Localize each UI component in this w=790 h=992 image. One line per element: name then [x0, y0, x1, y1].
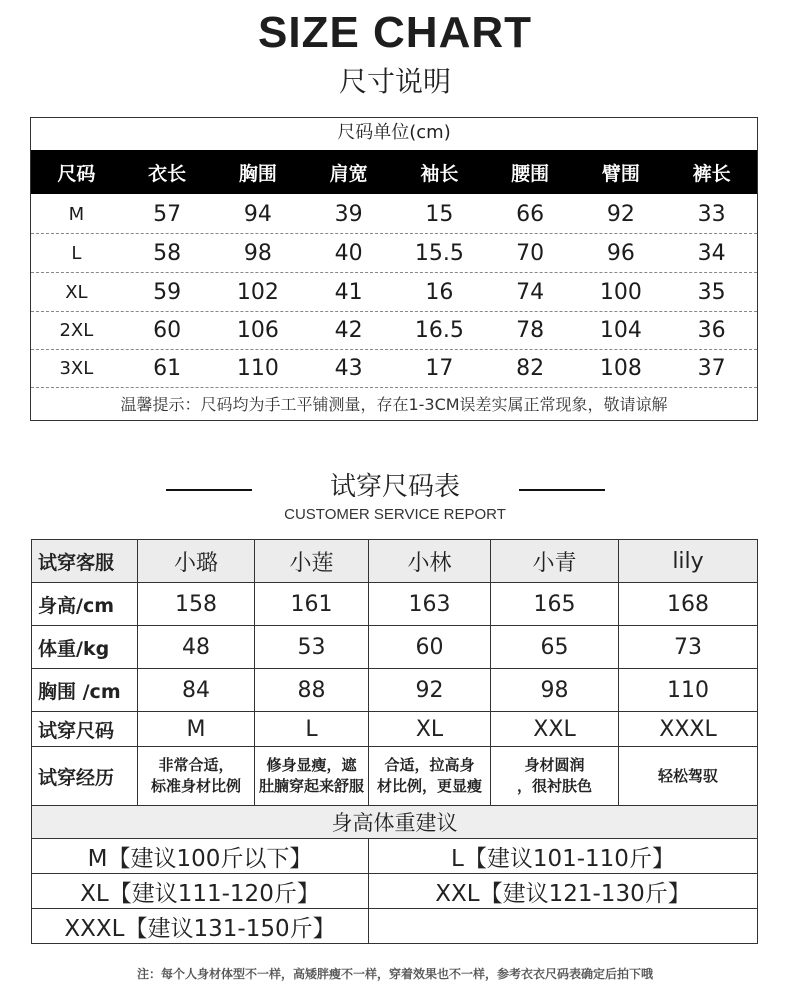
table-cell: L — [255, 712, 369, 747]
table-cell: 104 — [599, 317, 642, 343]
table-cell: 60 — [153, 317, 182, 343]
table-row — [32, 626, 758, 669]
table-cell: 34 — [697, 240, 726, 266]
table-cell: 92 — [369, 669, 491, 712]
column-header: 胸围 — [238, 162, 277, 185]
fitting-table — [31, 539, 758, 944]
table-cell: 168 — [619, 583, 758, 626]
table-cell: 35 — [697, 279, 726, 305]
table-cell: 17 — [425, 355, 454, 381]
table-cell: 59 — [153, 279, 182, 305]
table-row — [32, 909, 758, 944]
cell-line: 标准身材比例 — [150, 777, 241, 795]
table-row — [31, 349, 757, 388]
table-cell — [369, 747, 491, 806]
model-name: lily — [619, 540, 758, 583]
table-cell: 15 — [425, 201, 454, 227]
table-row — [32, 712, 758, 747]
row-label: 试穿经历 — [32, 747, 138, 806]
table-cell: 108 — [599, 355, 642, 381]
table-cell — [491, 747, 619, 806]
table-cell: 42 — [334, 317, 363, 343]
size-note: 温馨提示：尺码均为手工平铺测量，存在1-3CM误差实属正常现象，敬请谅解 — [120, 395, 668, 414]
advice-cell: L【建议101-110斤】 — [369, 839, 758, 874]
column-header: 衣长 — [148, 162, 187, 185]
table-row — [32, 874, 758, 909]
table-cell: 61 — [153, 355, 182, 381]
table-cell: 98 — [243, 240, 272, 266]
table-cell: 53 — [255, 626, 369, 669]
fitting-subtitle: CUSTOMER SERVICE REPORT — [284, 506, 506, 523]
column-header: 尺码 — [57, 162, 96, 185]
advice-title: 身高体重建议 — [32, 806, 758, 839]
table-cell: 78 — [516, 317, 545, 343]
table-row — [31, 195, 757, 234]
table-cell: XXL — [491, 712, 619, 747]
table-cell: 70 — [516, 240, 545, 266]
table-cell: 74 — [516, 279, 545, 305]
table-cell: 57 — [153, 201, 182, 227]
table-row — [32, 806, 758, 839]
table-row — [31, 234, 757, 273]
model-name: 小林 — [369, 540, 491, 583]
table-cell: 110 — [619, 669, 758, 712]
table-cell: 73 — [619, 626, 758, 669]
advice-cell: XXL【建议121-130斤】 — [369, 874, 758, 909]
cell-line: 非常合适， — [158, 756, 234, 774]
cell-line: 轻松驾驭 — [657, 766, 718, 785]
table-row — [32, 747, 758, 806]
table-cell: 48 — [138, 626, 255, 669]
table-cell: 163 — [369, 583, 491, 626]
size-label: 2XL — [59, 319, 94, 341]
size-label: 3XL — [59, 357, 94, 379]
table-cell: 106 — [236, 317, 279, 343]
table-cell: 15.5 — [414, 240, 464, 266]
size-label: M — [68, 203, 85, 225]
page-subtitle: 尺寸说明 — [338, 65, 451, 98]
table-cell: 65 — [491, 626, 619, 669]
row-label: 身高/cm — [32, 583, 138, 626]
table-cell: 36 — [697, 317, 726, 343]
column-header: 裤长 — [692, 162, 731, 185]
table-cell: 39 — [334, 201, 363, 227]
size-label: L — [71, 242, 82, 264]
table-cell: 82 — [516, 355, 545, 381]
table-cell: 37 — [697, 355, 726, 381]
row-label: 胸围 /cm — [32, 669, 138, 712]
table-cell: 88 — [255, 669, 369, 712]
column-header: 肩宽 — [329, 162, 368, 185]
fitting-title: 试穿尺码表 — [329, 472, 460, 502]
table-cell — [619, 747, 758, 806]
table-cell — [138, 747, 255, 806]
size-table — [30, 117, 758, 421]
advice-cell: XXXL【建议131-150斤】 — [32, 909, 369, 944]
table-cell: 158 — [138, 583, 255, 626]
advice-cell: M【建议100斤以下】 — [32, 839, 369, 874]
model-name: 小莲 — [255, 540, 369, 583]
table-cell: 110 — [236, 355, 279, 381]
table-cell — [255, 747, 369, 806]
footer-note: 注：每个人身材体型不一样，高矮胖瘦不一样，穿着效果也不一样，参考衣衣尺码表确定后拍下哦 — [136, 967, 653, 981]
column-header: 腰围 — [511, 162, 550, 185]
table-cell: 96 — [606, 240, 635, 266]
table-cell: 100 — [599, 279, 642, 305]
table-cell: 16.5 — [414, 317, 464, 343]
table-cell: 165 — [491, 583, 619, 626]
cell-line: 身材圆润 — [524, 756, 585, 774]
page-title: SIZE CHART — [258, 8, 532, 57]
cell-line: ，很衬肤色 — [516, 777, 592, 795]
model-name: 小璐 — [138, 540, 255, 583]
table-cell: 92 — [606, 201, 635, 227]
table-row — [32, 839, 758, 874]
size-unit-label: 尺码单位(cm) — [337, 122, 451, 143]
table-row — [32, 583, 758, 626]
row-label: 试穿尺码 — [32, 712, 138, 747]
row-label: 体重/kg — [32, 626, 138, 669]
table-cell: 102 — [236, 279, 279, 305]
table-cell: M — [138, 712, 255, 747]
table-cell: 58 — [153, 240, 182, 266]
cell-line: 修身显瘦，遮 — [266, 756, 357, 774]
table-cell: 60 — [369, 626, 491, 669]
table-cell: 43 — [334, 355, 363, 381]
size-table-header — [31, 150, 757, 194]
column-header: 袖长 — [420, 162, 459, 185]
table-cell: XXXL — [619, 712, 758, 747]
cell-line: 合适，拉高身 — [384, 756, 475, 774]
table-cell: 161 — [255, 583, 369, 626]
table-cell: 40 — [334, 240, 363, 266]
table-cell: 66 — [516, 201, 545, 227]
table-cell: 94 — [243, 201, 272, 227]
table-row — [31, 311, 757, 350]
advice-empty-cell — [369, 909, 758, 944]
cell-line: 肚腩穿起来舒服 — [258, 777, 364, 795]
table-cell: 84 — [138, 669, 255, 712]
cell-line: 材比例，更显瘦 — [376, 777, 482, 795]
table-cell: 41 — [334, 279, 363, 305]
model-name: 小青 — [491, 540, 619, 583]
table-cell: 16 — [425, 279, 454, 305]
row-label: 试穿客服 — [32, 540, 138, 583]
table-row — [31, 273, 757, 312]
table-cell: 98 — [491, 669, 619, 712]
table-cell: XL — [369, 712, 491, 747]
size-label: XL — [65, 281, 88, 303]
table-row — [32, 669, 758, 712]
advice-cell: XL【建议111-120斤】 — [32, 874, 369, 909]
table-cell: 33 — [697, 201, 726, 227]
table-row — [32, 540, 758, 583]
column-header: 臂围 — [601, 162, 640, 185]
